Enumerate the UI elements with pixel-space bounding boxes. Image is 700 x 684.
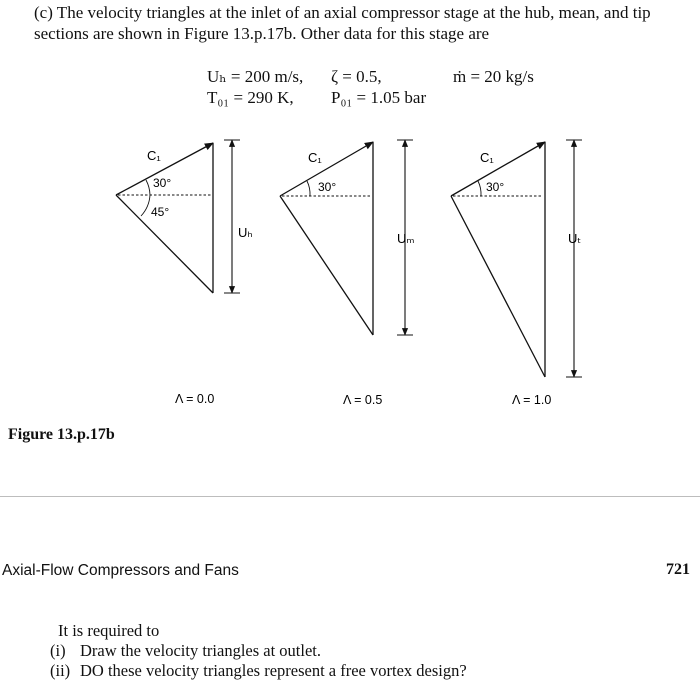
- tip-arc: [478, 181, 481, 196]
- question-text: Draw the velocity triangles at outlet.: [80, 641, 322, 660]
- tip-angle-top: 30°: [486, 180, 505, 194]
- page-divider: [0, 496, 700, 497]
- mean-reaction: Λ = 0.5: [343, 393, 383, 407]
- hub-arc-top: [146, 180, 150, 195]
- given-p01: P₀₁ = 1.05 bar: [331, 88, 427, 107]
- tip-u-label: Uₜ: [568, 231, 582, 246]
- mean-u-label: Uₘ: [397, 231, 415, 246]
- hub-triangle: [116, 140, 253, 406]
- hub-reaction: Λ = 0.0: [175, 392, 215, 406]
- mean-arc: [307, 181, 310, 196]
- running-footer-title: Axial-Flow Compressors and Fans: [2, 562, 239, 579]
- given-zeta: ζ = 0.5,: [331, 67, 382, 86]
- page-number: 721: [666, 561, 690, 578]
- tip-c1-label: C₁: [480, 150, 494, 165]
- continuation-text: [50, 621, 467, 681]
- given-uh: Uₕ = 200 m/s,: [207, 67, 304, 86]
- continuation-lead: It is required to: [58, 621, 160, 640]
- question-number: (i): [50, 641, 66, 660]
- figure-caption: Figure 13.p.17b: [8, 426, 115, 443]
- hub-angle-top: 30°: [153, 176, 172, 190]
- mean-triangle: [280, 140, 415, 407]
- hub-c1-label: C₁: [147, 148, 161, 163]
- question-number: (ii): [50, 661, 71, 680]
- hub-arc-bottom: [141, 195, 150, 216]
- hub-u-label: Uₕ: [238, 225, 253, 240]
- mean-angle-top: 30°: [318, 180, 337, 194]
- tip-w1-vector: [451, 196, 545, 377]
- tip-triangle: [451, 140, 582, 407]
- question-item: [50, 641, 467, 661]
- problem-intro: (c) The velocity triangles at the inlet of an axial compressor stage at the hub, mean, and tip sections are shown in Figure 13.p.17b. Other data for this stage are: [34, 3, 651, 43]
- hub-angle-bottom: 45°: [151, 205, 170, 219]
- mean-w1-vector: [280, 196, 373, 335]
- mean-c1-label: C₁: [308, 150, 322, 165]
- tip-reaction: Λ = 1.0: [512, 393, 552, 407]
- given-t01: T₀₁ = 290 K,: [207, 88, 294, 107]
- question-text: DO these velocity triangles represent a free vortex design?: [80, 661, 467, 680]
- given-mass-flow: ṁ = 20 kg/s: [453, 67, 534, 86]
- question-item: [50, 661, 467, 681]
